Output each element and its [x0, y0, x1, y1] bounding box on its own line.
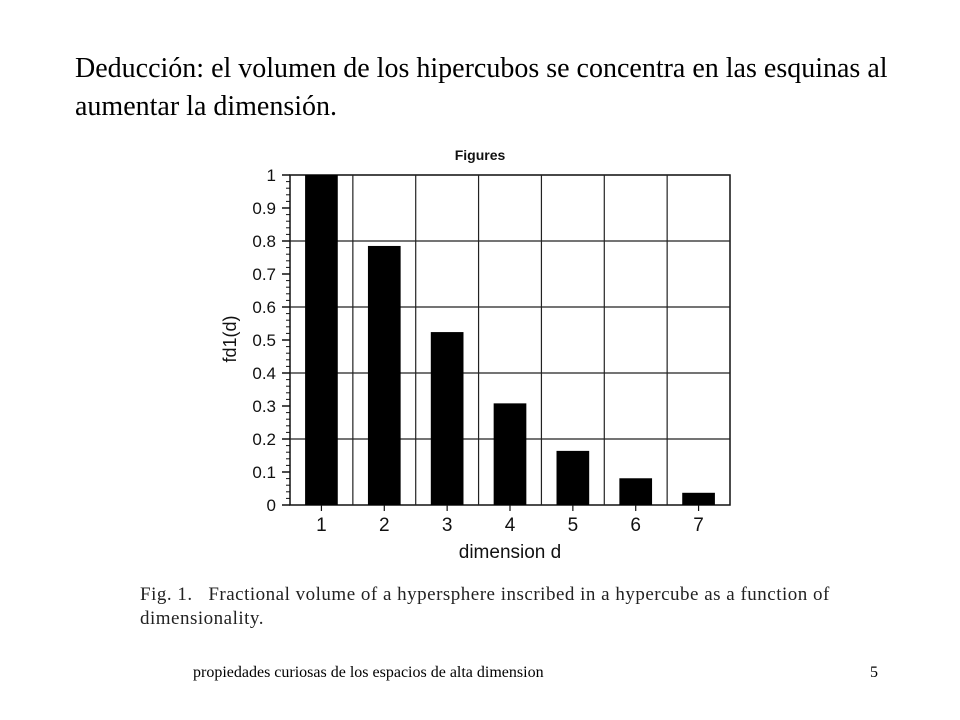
- y-tick-label: 0.7: [252, 265, 276, 284]
- caption-text: Fractional volume of a hypersphere inscribed in a hypercube as a function of dimensionality.: [140, 584, 830, 629]
- bar: [368, 246, 401, 505]
- x-tick-label: 2: [378, 515, 390, 536]
- bar: [494, 403, 527, 505]
- y-tick-label: 0.5: [252, 331, 276, 350]
- x-tick-label: 7: [693, 515, 704, 536]
- x-tick-label: 4: [504, 515, 516, 536]
- bar: [305, 175, 338, 505]
- bar: [557, 451, 590, 505]
- figure-caption: [140, 583, 830, 631]
- chart-bars: [305, 175, 715, 505]
- bar: [619, 478, 652, 505]
- x-axis-ticks: [316, 505, 704, 536]
- y-tick-label: 0.4: [252, 364, 276, 383]
- y-tick-label: 0: [266, 496, 276, 515]
- y-tick-label: 0.1: [252, 463, 276, 482]
- y-tick-label: 1: [266, 166, 276, 185]
- y-tick-label: 0.6: [252, 298, 276, 317]
- chart-title: Figures: [454, 147, 506, 163]
- x-tick-label: 1: [316, 515, 327, 536]
- slide-heading: Deducción: el volumen de los hipercubos se concentra en las esquinas al aumentar la dimensión.: [75, 53, 888, 122]
- page-number: 5: [870, 664, 878, 681]
- bar: [682, 493, 715, 505]
- y-axis-ticks: [252, 166, 290, 515]
- y-tick-label: 0.2: [252, 430, 276, 449]
- y-axis-label: fd1(d): [220, 315, 240, 363]
- x-tick-label: 3: [441, 515, 453, 536]
- y-tick-label: 0.8: [252, 232, 276, 251]
- footer-text: propiedades curiosas de los espacios de alta dimension: [193, 664, 544, 681]
- x-tick-label: 6: [630, 515, 642, 536]
- x-tick-label: 5: [567, 515, 579, 536]
- x-axis-label: dimension d: [458, 542, 562, 563]
- bar: [431, 332, 464, 505]
- caption-label: Fig. 1.: [140, 584, 193, 605]
- y-tick-label: 0.9: [252, 199, 276, 218]
- y-tick-label: 0.3: [252, 397, 276, 416]
